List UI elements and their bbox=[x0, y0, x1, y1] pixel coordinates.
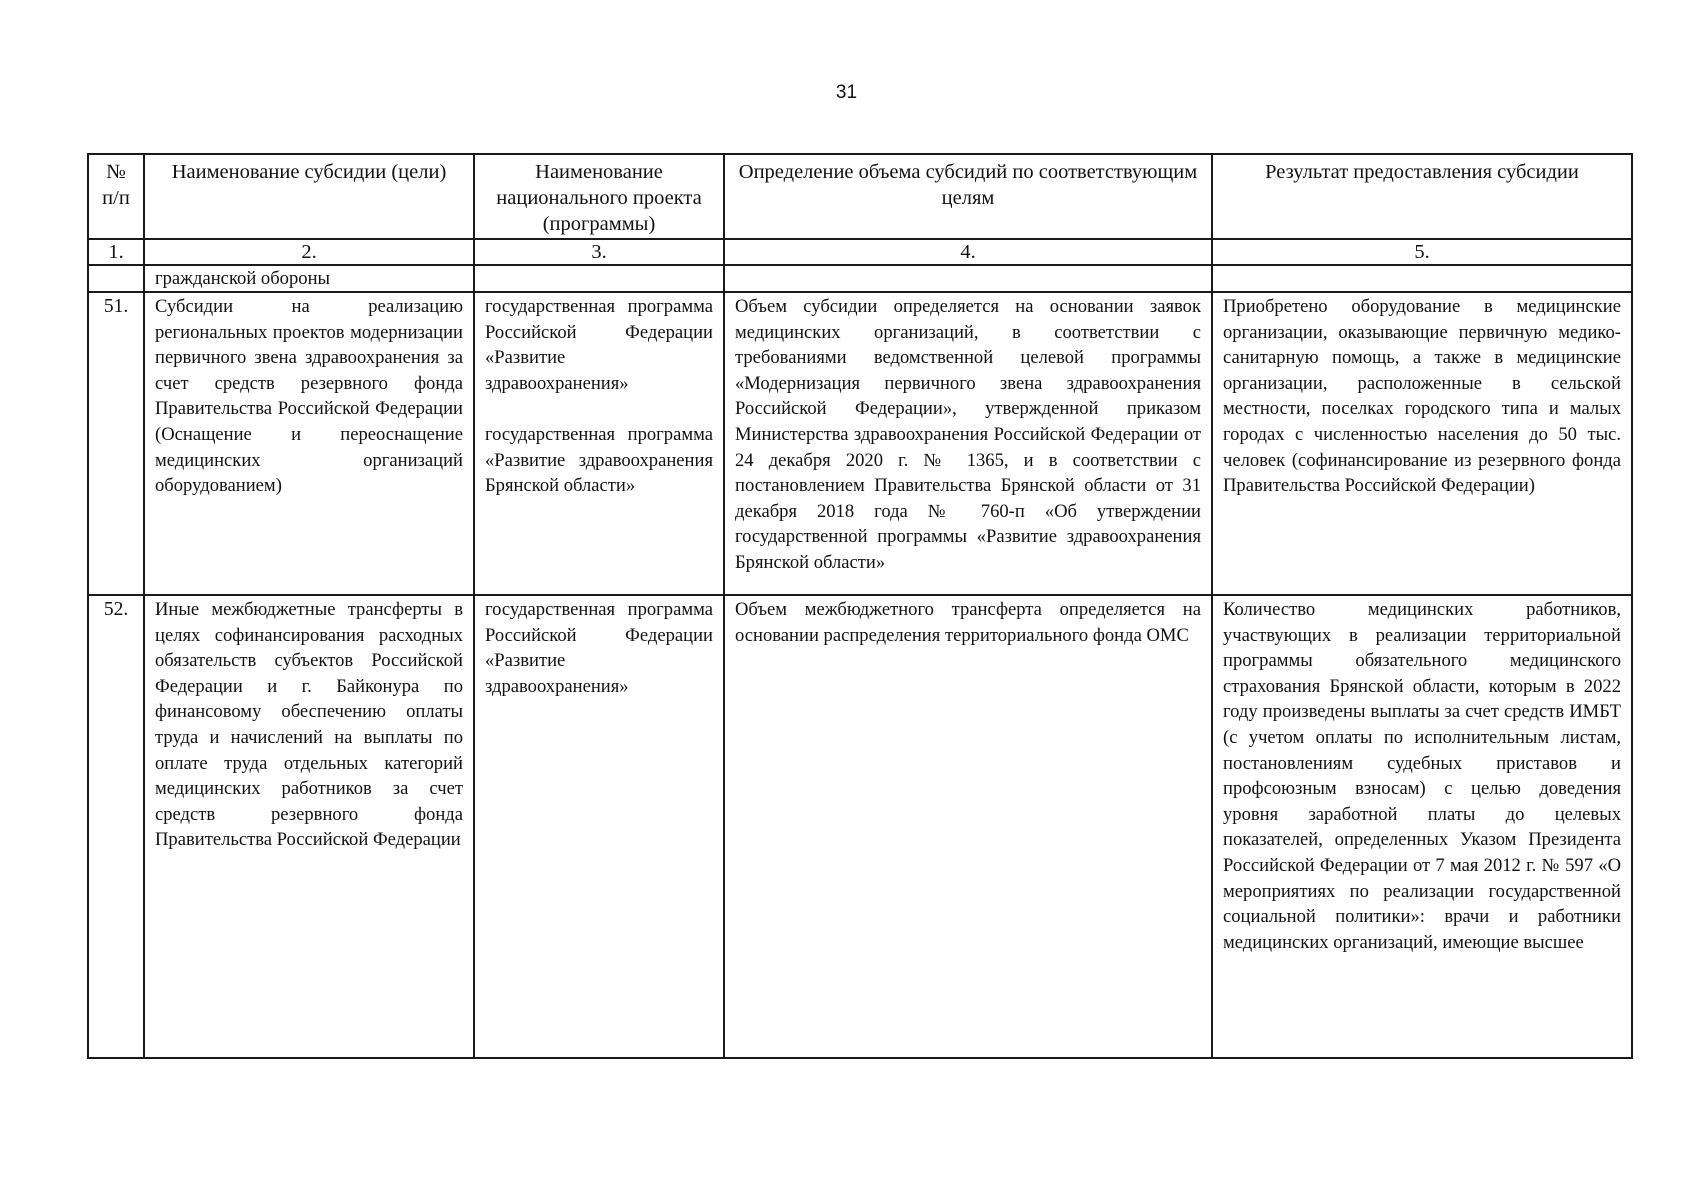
column-index-4: 4. bbox=[724, 239, 1212, 265]
header-subsidy-name: Наименование субсидии (цели) bbox=[144, 154, 474, 239]
continuation-text: гражданской обороны bbox=[144, 265, 474, 292]
national-project-federal: государственная программа Российской Федерации «Развитие здравоохранения» bbox=[485, 296, 713, 394]
national-project-regional: государственная программа «Развитие здравоохранения Брянской области» bbox=[485, 423, 713, 497]
header-number: № п/п bbox=[88, 154, 144, 239]
column-index-2: 2. bbox=[144, 239, 474, 265]
volume-definition: Объем межбюджетного трансферта определяется на основании распределения территориального фонда ОМС bbox=[724, 595, 1212, 1058]
volume-definition: Объем субсидии определяется на основании заявок медицинских организаций, в соответствии с требованиями ведомственной целевой программы «Модернизация первичного звена здравоохранения Российской Федерации», утвержденной приказом Министерства здравоохранения Российской Федерации от 24 декабря 2020 г. № 1365, и в соответствии с постановлением Правительства Брянской области от 31 декабря 2018 года № 760-п «Об утверждении государственной программы «Развитие здравоохранения Брянской области» bbox=[724, 292, 1212, 595]
row-number: 51. bbox=[88, 292, 144, 595]
national-project-federal: государственная программа Российской Федерации «Развитие здравоохранения» bbox=[474, 595, 724, 1058]
row-number: 52. bbox=[88, 595, 144, 1058]
page-number: 31 bbox=[835, 82, 858, 103]
subsidy-table bbox=[87, 153, 1633, 1059]
column-index-5: 5. bbox=[1212, 239, 1632, 265]
project-spacer bbox=[485, 396, 713, 422]
header-national-project: Наименование национального проекта (программы) bbox=[474, 154, 724, 239]
continuation-volume-cell bbox=[724, 265, 1212, 292]
continuation-row bbox=[88, 265, 1632, 292]
subsidy-name: Субсидии на реализацию региональных проектов модернизации первичного звена здравоохранения за счет средств резервного фонда Правительства Российской Федерации (Оснащение и переоснащение медицинских организаций оборудованием) bbox=[144, 292, 474, 595]
subsidy-result: Количество медицинских работников, участвующих в реализации территориальной программы обязательного медицинского страхования Брянской области, которым в 2022 году произведены выплаты за счет средств ИМБТ (с учетом оплаты по исполнительным листам, постановлениям судебных приставов и профсоюзным взносам) с целью доведения уровня заработной платы до целевых показателей, определенных Указом Президента Российской Федерации от 7 мая 2012 г. № 597 «О мероприятиях по реализации государственной социальной политики»: врачи и работники медицинских организаций, имеющие высшее bbox=[1212, 595, 1632, 1058]
column-index-row bbox=[88, 239, 1632, 265]
column-index-3: 3. bbox=[474, 239, 724, 265]
header-result: Результат предоставления субсидии bbox=[1212, 154, 1632, 239]
table-row bbox=[88, 595, 1632, 1058]
continuation-result-cell bbox=[1212, 265, 1632, 292]
continuation-num-cell bbox=[88, 265, 144, 292]
header-volume-definition: Определение объема субсидий по соответствующим целям bbox=[724, 154, 1212, 239]
continuation-project-cell bbox=[474, 265, 724, 292]
table-header-row bbox=[88, 154, 1632, 239]
subsidy-result: Приобретено оборудование в медицинские организации, оказывающие первичную медико-санитарную помощь, а также в медицинские организации, расположенные в сельской местности, поселках городского типа и малых городах с численностью населения до 50 тыс. человек (софинансирование из резервного фонда Правительства Российской Федерации) bbox=[1212, 292, 1632, 595]
table-row bbox=[88, 292, 1632, 595]
column-index-1: 1. bbox=[88, 239, 144, 265]
national-project-cell bbox=[474, 292, 724, 595]
subsidy-name: Иные межбюджетные трансферты в целях софинансирования расходных обязательств субъектов Российской Федерации и г. Байконура по финансовому обеспечению оплаты труда и начислений на выплаты по оплате труда отдельных категорий медицинских работников за счет средств резервного фонда Правительства Российской Федерации bbox=[144, 595, 474, 1058]
